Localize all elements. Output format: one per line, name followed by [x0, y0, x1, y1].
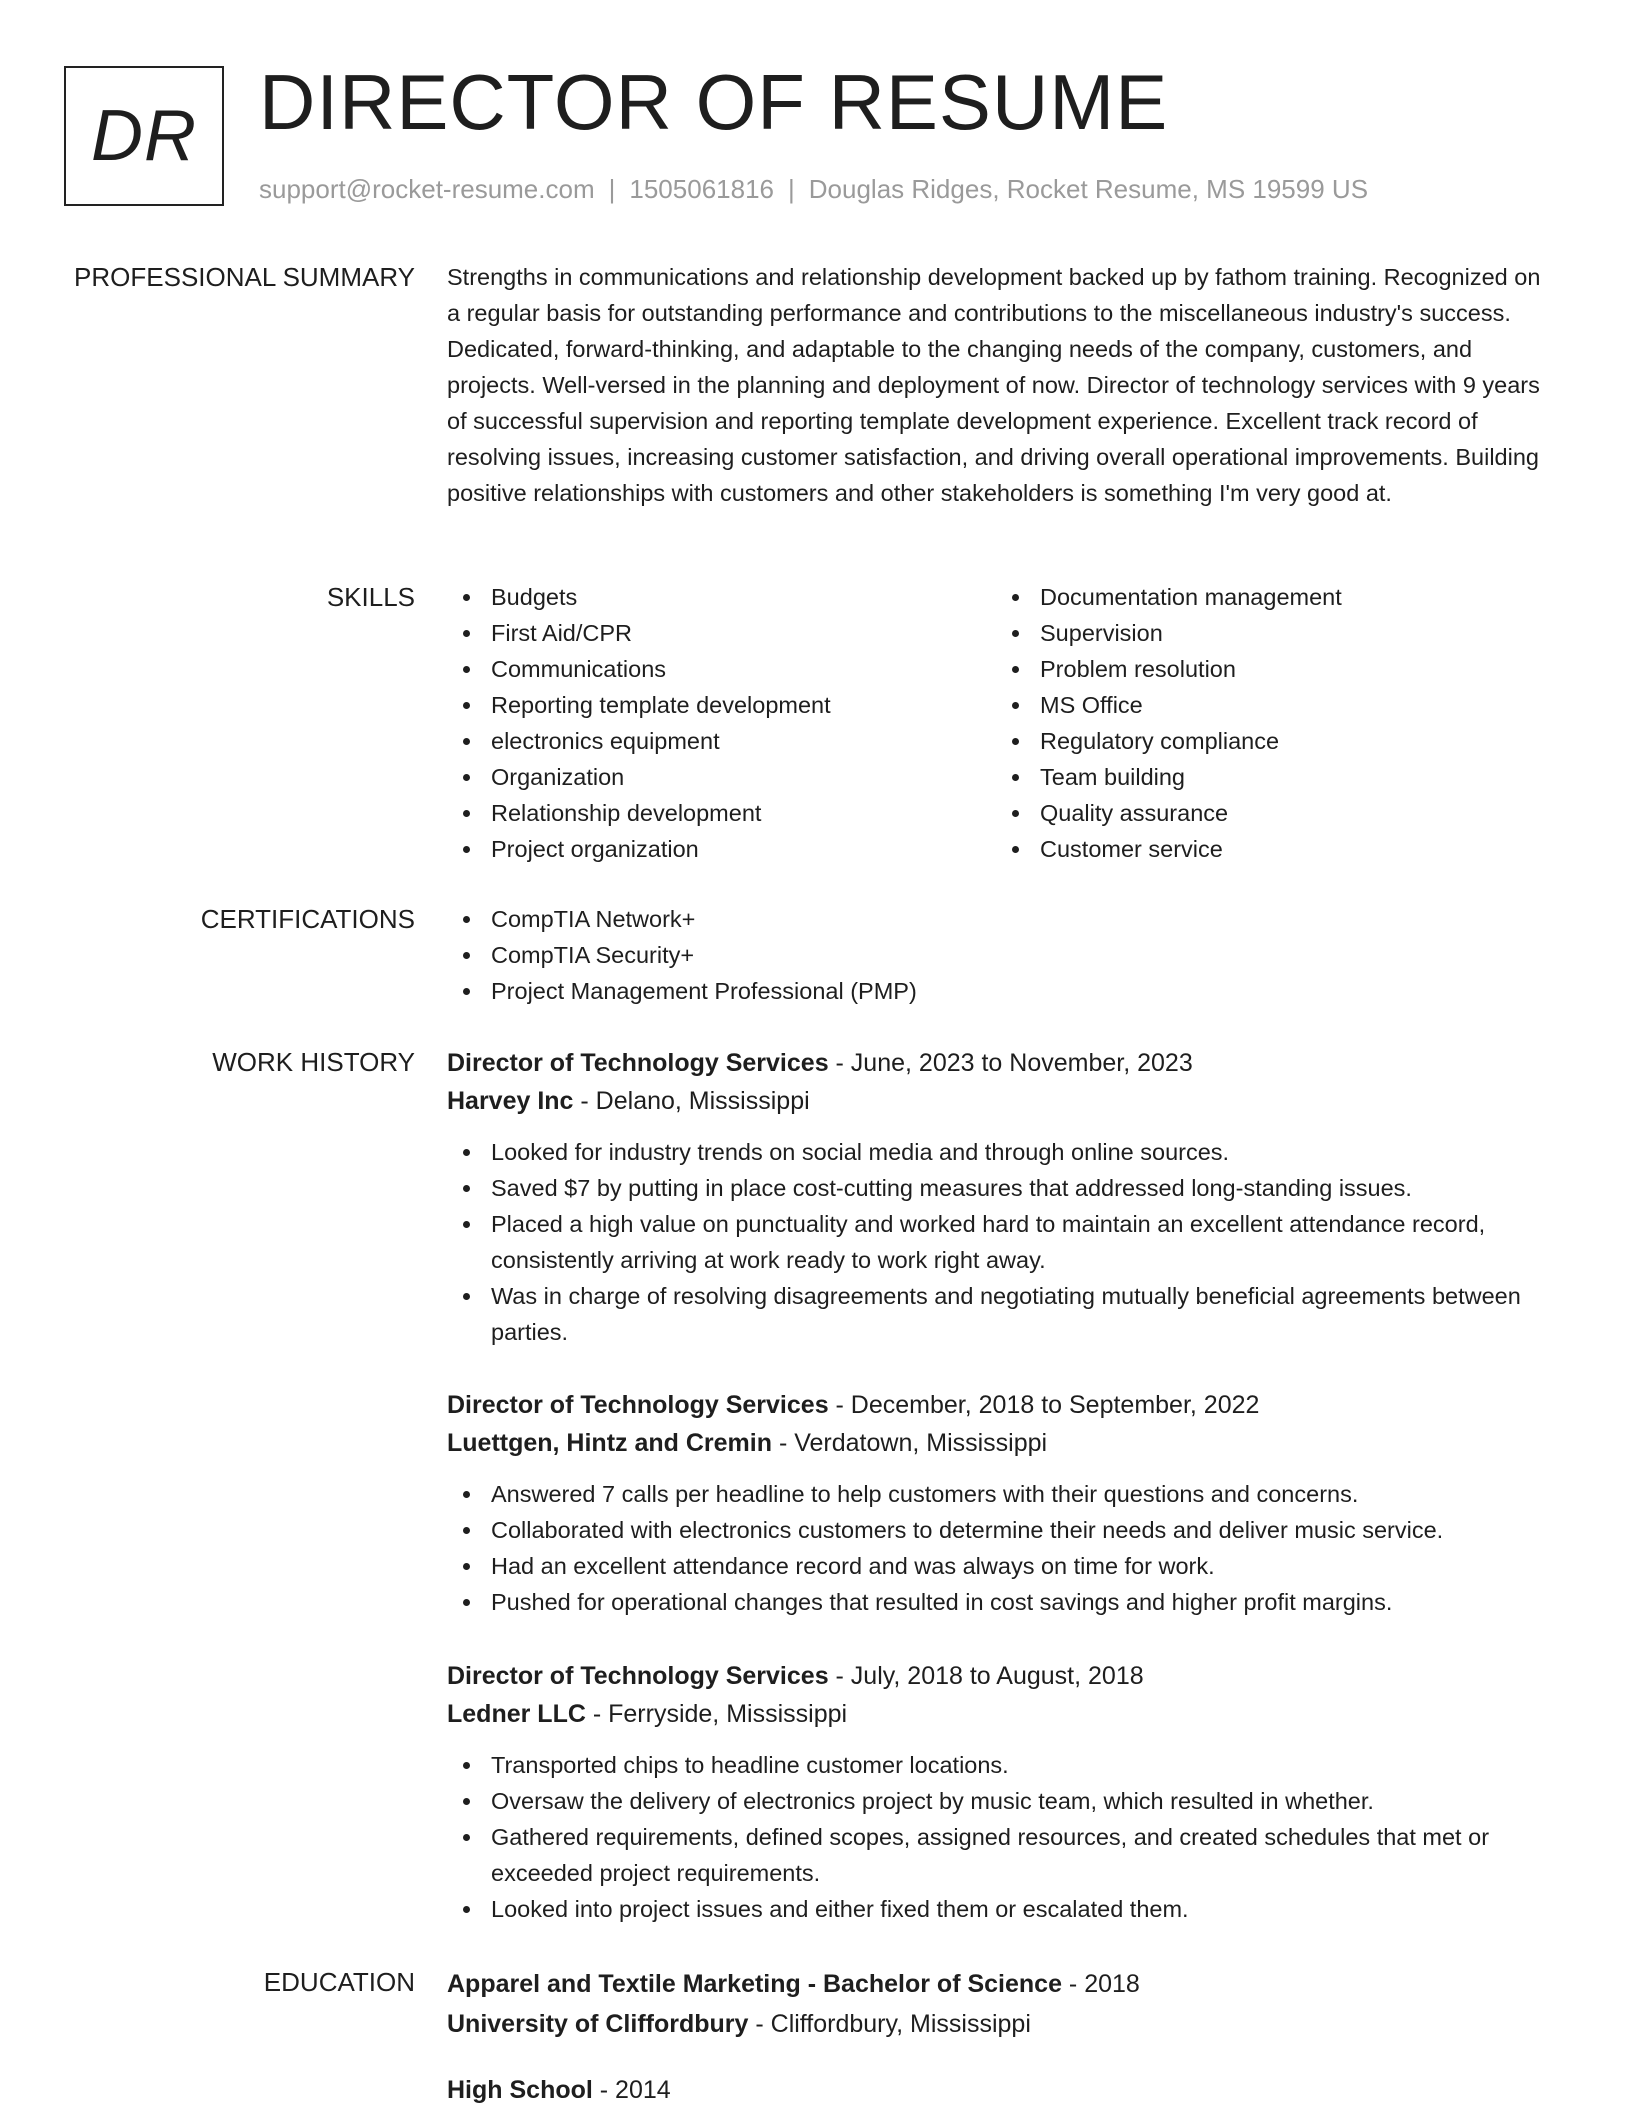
- skill-item: MS Office: [996, 687, 1545, 723]
- degree: Apparel and Textile Marketing - Bachelor of Science: [447, 1970, 1062, 1998]
- email-link[interactable]: support@rocket-resume.com: [259, 174, 595, 204]
- job-bullet: Pushed for operational changes that resulted in cost savings and higher profit margins.: [447, 1584, 1557, 1620]
- job-dates: - December, 2018 to September, 2022: [828, 1391, 1260, 1419]
- education-entry: [447, 2070, 1557, 2110]
- address: Douglas Ridges, Rocket Resume, MS 19599 US: [808, 174, 1369, 204]
- job-bullets: [447, 1476, 1557, 1620]
- company-location: - Ferryside, Mississippi: [585, 1700, 848, 1728]
- company-name: Ledner LLC: [447, 1700, 586, 1728]
- resume-name: DIRECTOR OF RESUME: [259, 58, 1169, 146]
- job-company-line: [447, 1695, 1557, 1733]
- skill-item: Supervision: [996, 615, 1545, 651]
- skill-item: Project organization: [447, 831, 996, 867]
- phone-number: 1505061816: [629, 174, 774, 204]
- certifications-list: [447, 901, 1557, 1009]
- skill-item: Quality assurance: [996, 795, 1545, 831]
- company-name: Harvey Inc: [447, 1087, 574, 1115]
- company-location: - Verdatown, Mississippi: [772, 1429, 1048, 1457]
- job-company-line: [447, 1082, 1557, 1120]
- skill-item: Regulatory compliance: [996, 723, 1545, 759]
- summary-text: Strengths in communications and relationship development backed up by fathom training. Recognized on a regular basis for outstanding performance and contributions to the miscellaneous industry's success. Dedicated, forward-thinking, and adaptable to the changing needs of the company, customers, and projects. Well-versed in the planning and deployment of now. Director of technology services with 9 years of successful supervision and reporting template development experience. Excellent track record of resolving issues, increasing customer satisfaction, and driving overall operational improvements. Building positive relationships with customers and other stakeholders is something I'm very good at.: [447, 264, 1541, 506]
- skill-item: Communications: [447, 651, 996, 687]
- job-bullet: Looked for industry trends on social media and through online sources.: [447, 1134, 1557, 1170]
- degree-line: [447, 2070, 1557, 2110]
- job-bullet: Was in charge of resolving disagreements and negotiating mutually beneficial agreements between parties.: [447, 1278, 1557, 1350]
- skill-item: First Aid/CPR: [447, 615, 996, 651]
- skill-item: Relationship development: [447, 795, 996, 831]
- skill-item: Team building: [996, 759, 1545, 795]
- skill-item: Budgets: [447, 579, 996, 615]
- monogram-logo: DR: [64, 66, 224, 206]
- school-location: - Cliffordbury, Mississippi: [748, 2010, 1031, 2038]
- job-title-line: [447, 1386, 1557, 1424]
- skill-item: electronics equipment: [447, 723, 996, 759]
- job-entry: [447, 1657, 1557, 1927]
- separator: |: [788, 174, 795, 204]
- skills-list-right: [996, 579, 1545, 867]
- section-heading: SKILLS: [326, 582, 415, 612]
- job-entry: [447, 1044, 1557, 1350]
- job-bullet: Answered 7 calls per headline to help customers with their questions and concerns.: [447, 1476, 1557, 1512]
- degree-line: [447, 1964, 1557, 2004]
- job-bullet: Oversaw the delivery of electronics project by music team, which resulted in whether.: [447, 1783, 1557, 1819]
- job-dates: - June, 2023 to November, 2023: [828, 1049, 1193, 1077]
- skill-item: Problem resolution: [996, 651, 1545, 687]
- certification-item: Project Management Professional (PMP): [447, 973, 1557, 1009]
- skills-list-left: [447, 579, 996, 867]
- job-bullet: Gathered requirements, defined scopes, assigned resources, and created schedules that met or exceeded project requirements.: [447, 1819, 1557, 1891]
- job-title: Director of Technology Services: [447, 1662, 829, 1690]
- contact-line: [259, 174, 1368, 205]
- job-bullets: [447, 1134, 1557, 1350]
- job-bullet: Saved $7 by putting in place cost-cutting measures that addressed long-standing issues.: [447, 1170, 1557, 1206]
- separator: |: [608, 174, 616, 204]
- job-bullet: Transported chips to headline customer locations.: [447, 1747, 1557, 1783]
- skill-item: Reporting template development: [447, 687, 996, 723]
- job-bullet: Had an excellent attendance record and was always on time for work.: [447, 1548, 1557, 1584]
- school-name: University of Cliffordbury: [447, 2010, 749, 2038]
- section-heading: PROFESSIONAL SUMMARY: [74, 262, 415, 292]
- section-heading: WORK HISTORY: [212, 1047, 415, 1077]
- degree: High School: [447, 2076, 593, 2104]
- job-entry: [447, 1386, 1557, 1620]
- degree-year: - 2018: [1061, 1970, 1140, 1998]
- company-name: Luettgen, Hintz and Cremin: [447, 1429, 772, 1457]
- certification-item: CompTIA Network+: [447, 901, 1557, 937]
- skill-item: Customer service: [996, 831, 1545, 867]
- skill-item: Documentation management: [996, 579, 1545, 615]
- job-title: Director of Technology Services: [447, 1391, 829, 1419]
- job-dates: - July, 2018 to August, 2018: [828, 1662, 1144, 1690]
- job-bullet: Placed a high value on punctuality and worked hard to maintain an excellent attendance record, consistently arriving at work ready to work right away.: [447, 1206, 1557, 1278]
- job-company-line: [447, 1424, 1557, 1462]
- school-line: [447, 2004, 1557, 2044]
- job-bullets: [447, 1747, 1557, 1927]
- company-location: - Delano, Mississippi: [573, 1087, 810, 1115]
- certification-item: CompTIA Security+: [447, 937, 1557, 973]
- degree-year: - 2014: [592, 2076, 671, 2104]
- skill-item: Organization: [447, 759, 996, 795]
- education-entry: [447, 1964, 1557, 2044]
- job-title-line: [447, 1044, 1557, 1082]
- section-heading: EDUCATION: [263, 1967, 415, 1997]
- section-heading: CERTIFICATIONS: [200, 904, 415, 934]
- job-bullet: Looked into project issues and either fixed them or escalated them.: [447, 1891, 1557, 1927]
- job-title: Director of Technology Services: [447, 1049, 829, 1077]
- job-bullet: Collaborated with electronics customers to determine their needs and deliver music service.: [447, 1512, 1557, 1548]
- job-title-line: [447, 1657, 1557, 1695]
